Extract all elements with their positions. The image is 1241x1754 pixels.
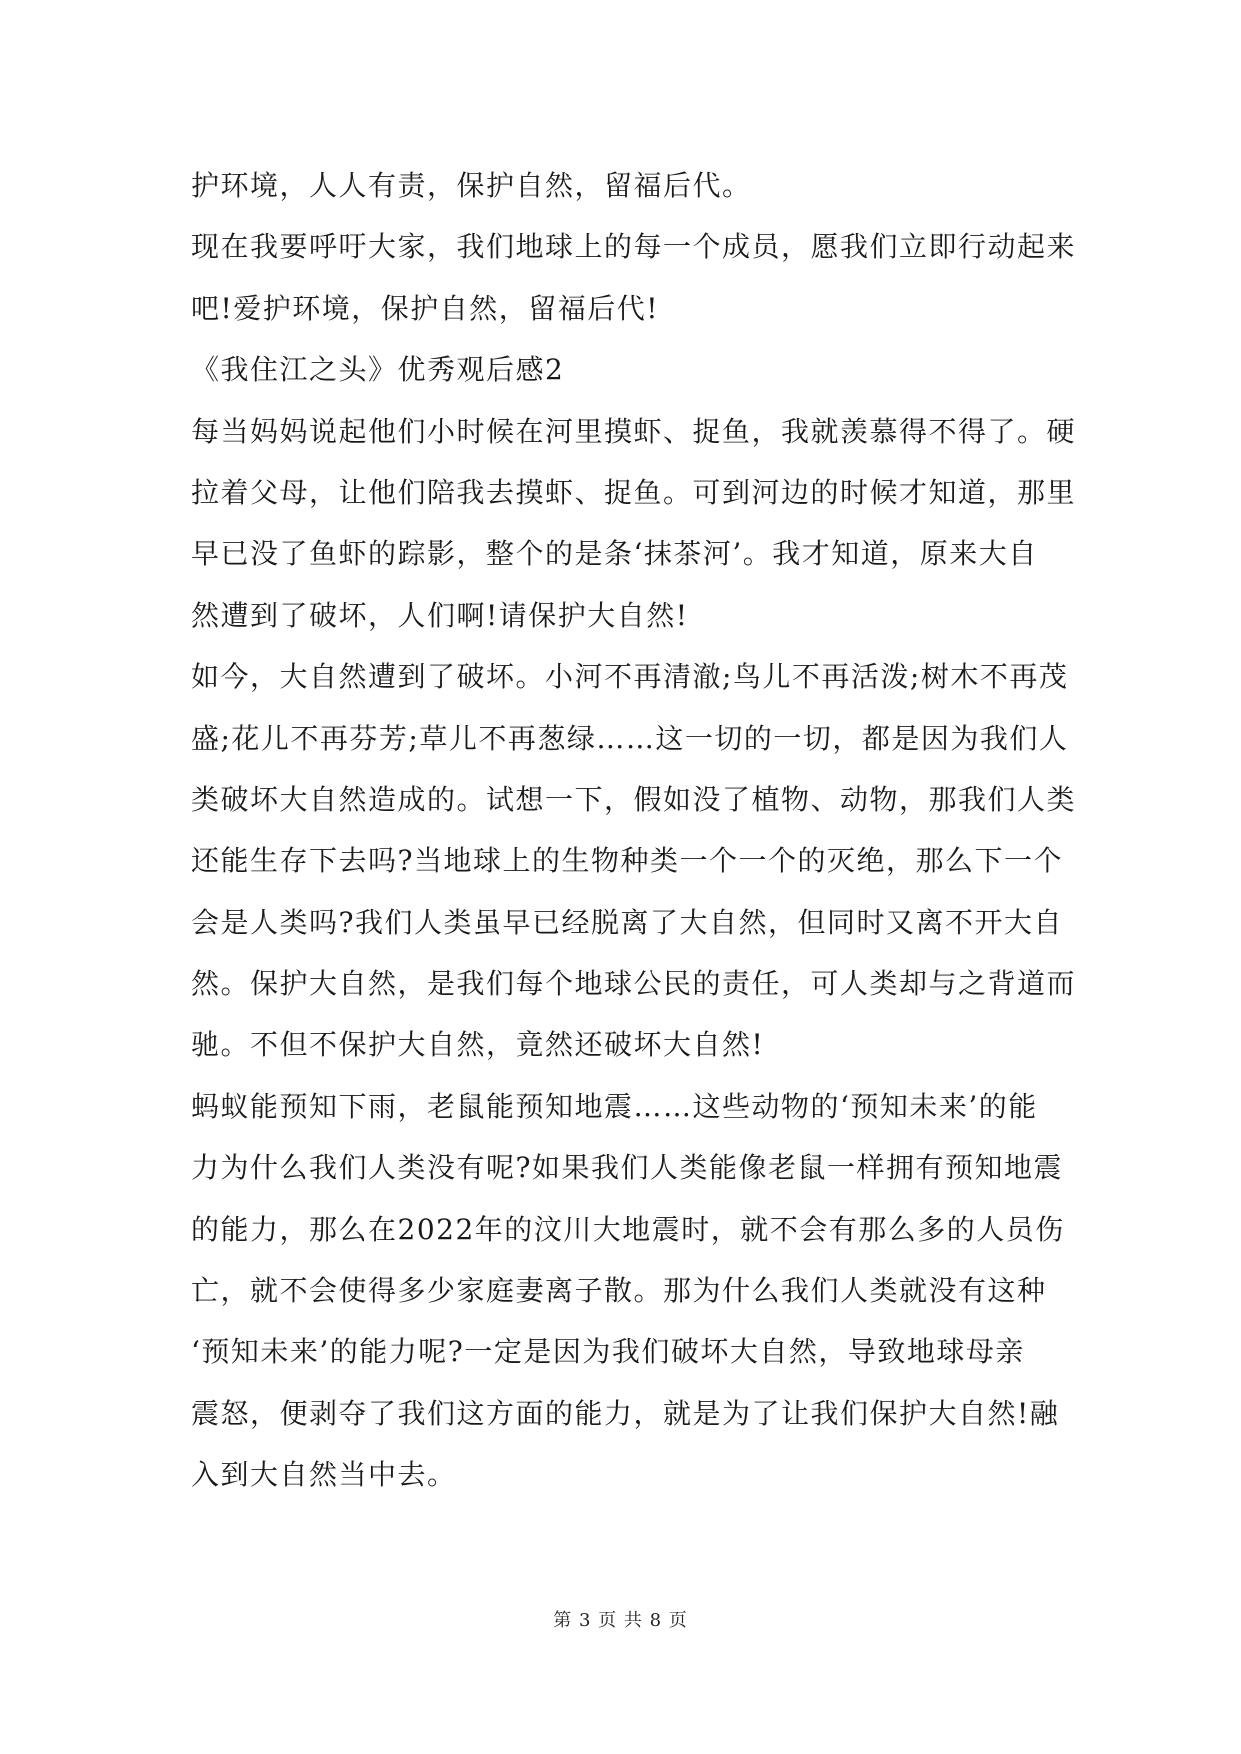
- text-line: 会是人类吗?我们人类虽早已经脱离了大自然，但同时又离不开大自: [191, 905, 1064, 939]
- text-line: 还能生存下去吗?当地球上的生物种类一个一个的灭绝，那么下一个: [191, 844, 1064, 878]
- text-line: 的能力，那么在2022年的汶川大地震时，就不会有那么多的人员伤: [191, 1212, 1065, 1246]
- text-line: 然遭到了破坏，人们啊!请保护大自然!: [191, 598, 689, 632]
- text-line: 吧!爱护环境，保护自然，留福后代!: [191, 291, 660, 325]
- text-line: 驰。不但不保护大自然，竟然还破坏大自然!: [191, 1028, 765, 1062]
- text-line: ‘预知未来’的能力呢?一定是因为我们破坏大自然，导致地球母亲: [191, 1335, 1025, 1369]
- text-line: 早已没了鱼虾的踪影，整个的是条‘抹茶河’。我才知道，原来大自: [191, 537, 1038, 571]
- text-line: 现在我要呼吁大家，我们地球上的每一个成员，愿我们立即行动起来: [191, 230, 1077, 264]
- text-line: 如今，大自然遭到了破坏。小河不再清澈;鸟儿不再活泼;树木不再茂: [191, 660, 1069, 694]
- text-line: 亡，就不会使得多少家庭妻离子散。那为什么我们人类就没有这种: [191, 1274, 1047, 1308]
- text-line: 蚂蚁能预知下雨，老鼠能预知地震……这些动物的‘预知未来’的能: [191, 1089, 1038, 1123]
- text-line: 入到大自然当中去。: [191, 1458, 457, 1492]
- text-line: 盛;花儿不再芬芳;草儿不再葱绿……这一切的一切，都是因为我们人: [191, 721, 1069, 755]
- document-body: [191, 155, 1077, 1506]
- text-line: 震怒，便剥夺了我们这方面的能力，就是为了让我们保护大自然!融: [191, 1396, 1060, 1430]
- text-line: 力为什么我们人类没有呢?如果我们人类能像老鼠一样拥有预知地震: [191, 1151, 1064, 1185]
- page-number-footer: 第 3 页 共 8 页: [553, 1610, 688, 1631]
- text-line: 拉着父母，让他们陪我去摸虾、捉鱼。可到河边的时候才知道，那里: [191, 475, 1077, 509]
- text-line: 类破坏大自然造成的。试想一下，假如没了植物、动物，那我们人类: [191, 782, 1077, 816]
- section-heading: 《我住江之头》优秀观后感2: [191, 353, 565, 387]
- text-line: 然。保护大自然，是我们每个地球公民的责任，可人类却与之背道而: [191, 967, 1077, 1001]
- text-line: 护环境，人人有责，保护自然，留福后代。: [191, 169, 752, 202]
- text-line: 每当妈妈说起他们小时候在河里摸虾、捉鱼，我就羡慕得不得了。硬: [191, 414, 1077, 448]
